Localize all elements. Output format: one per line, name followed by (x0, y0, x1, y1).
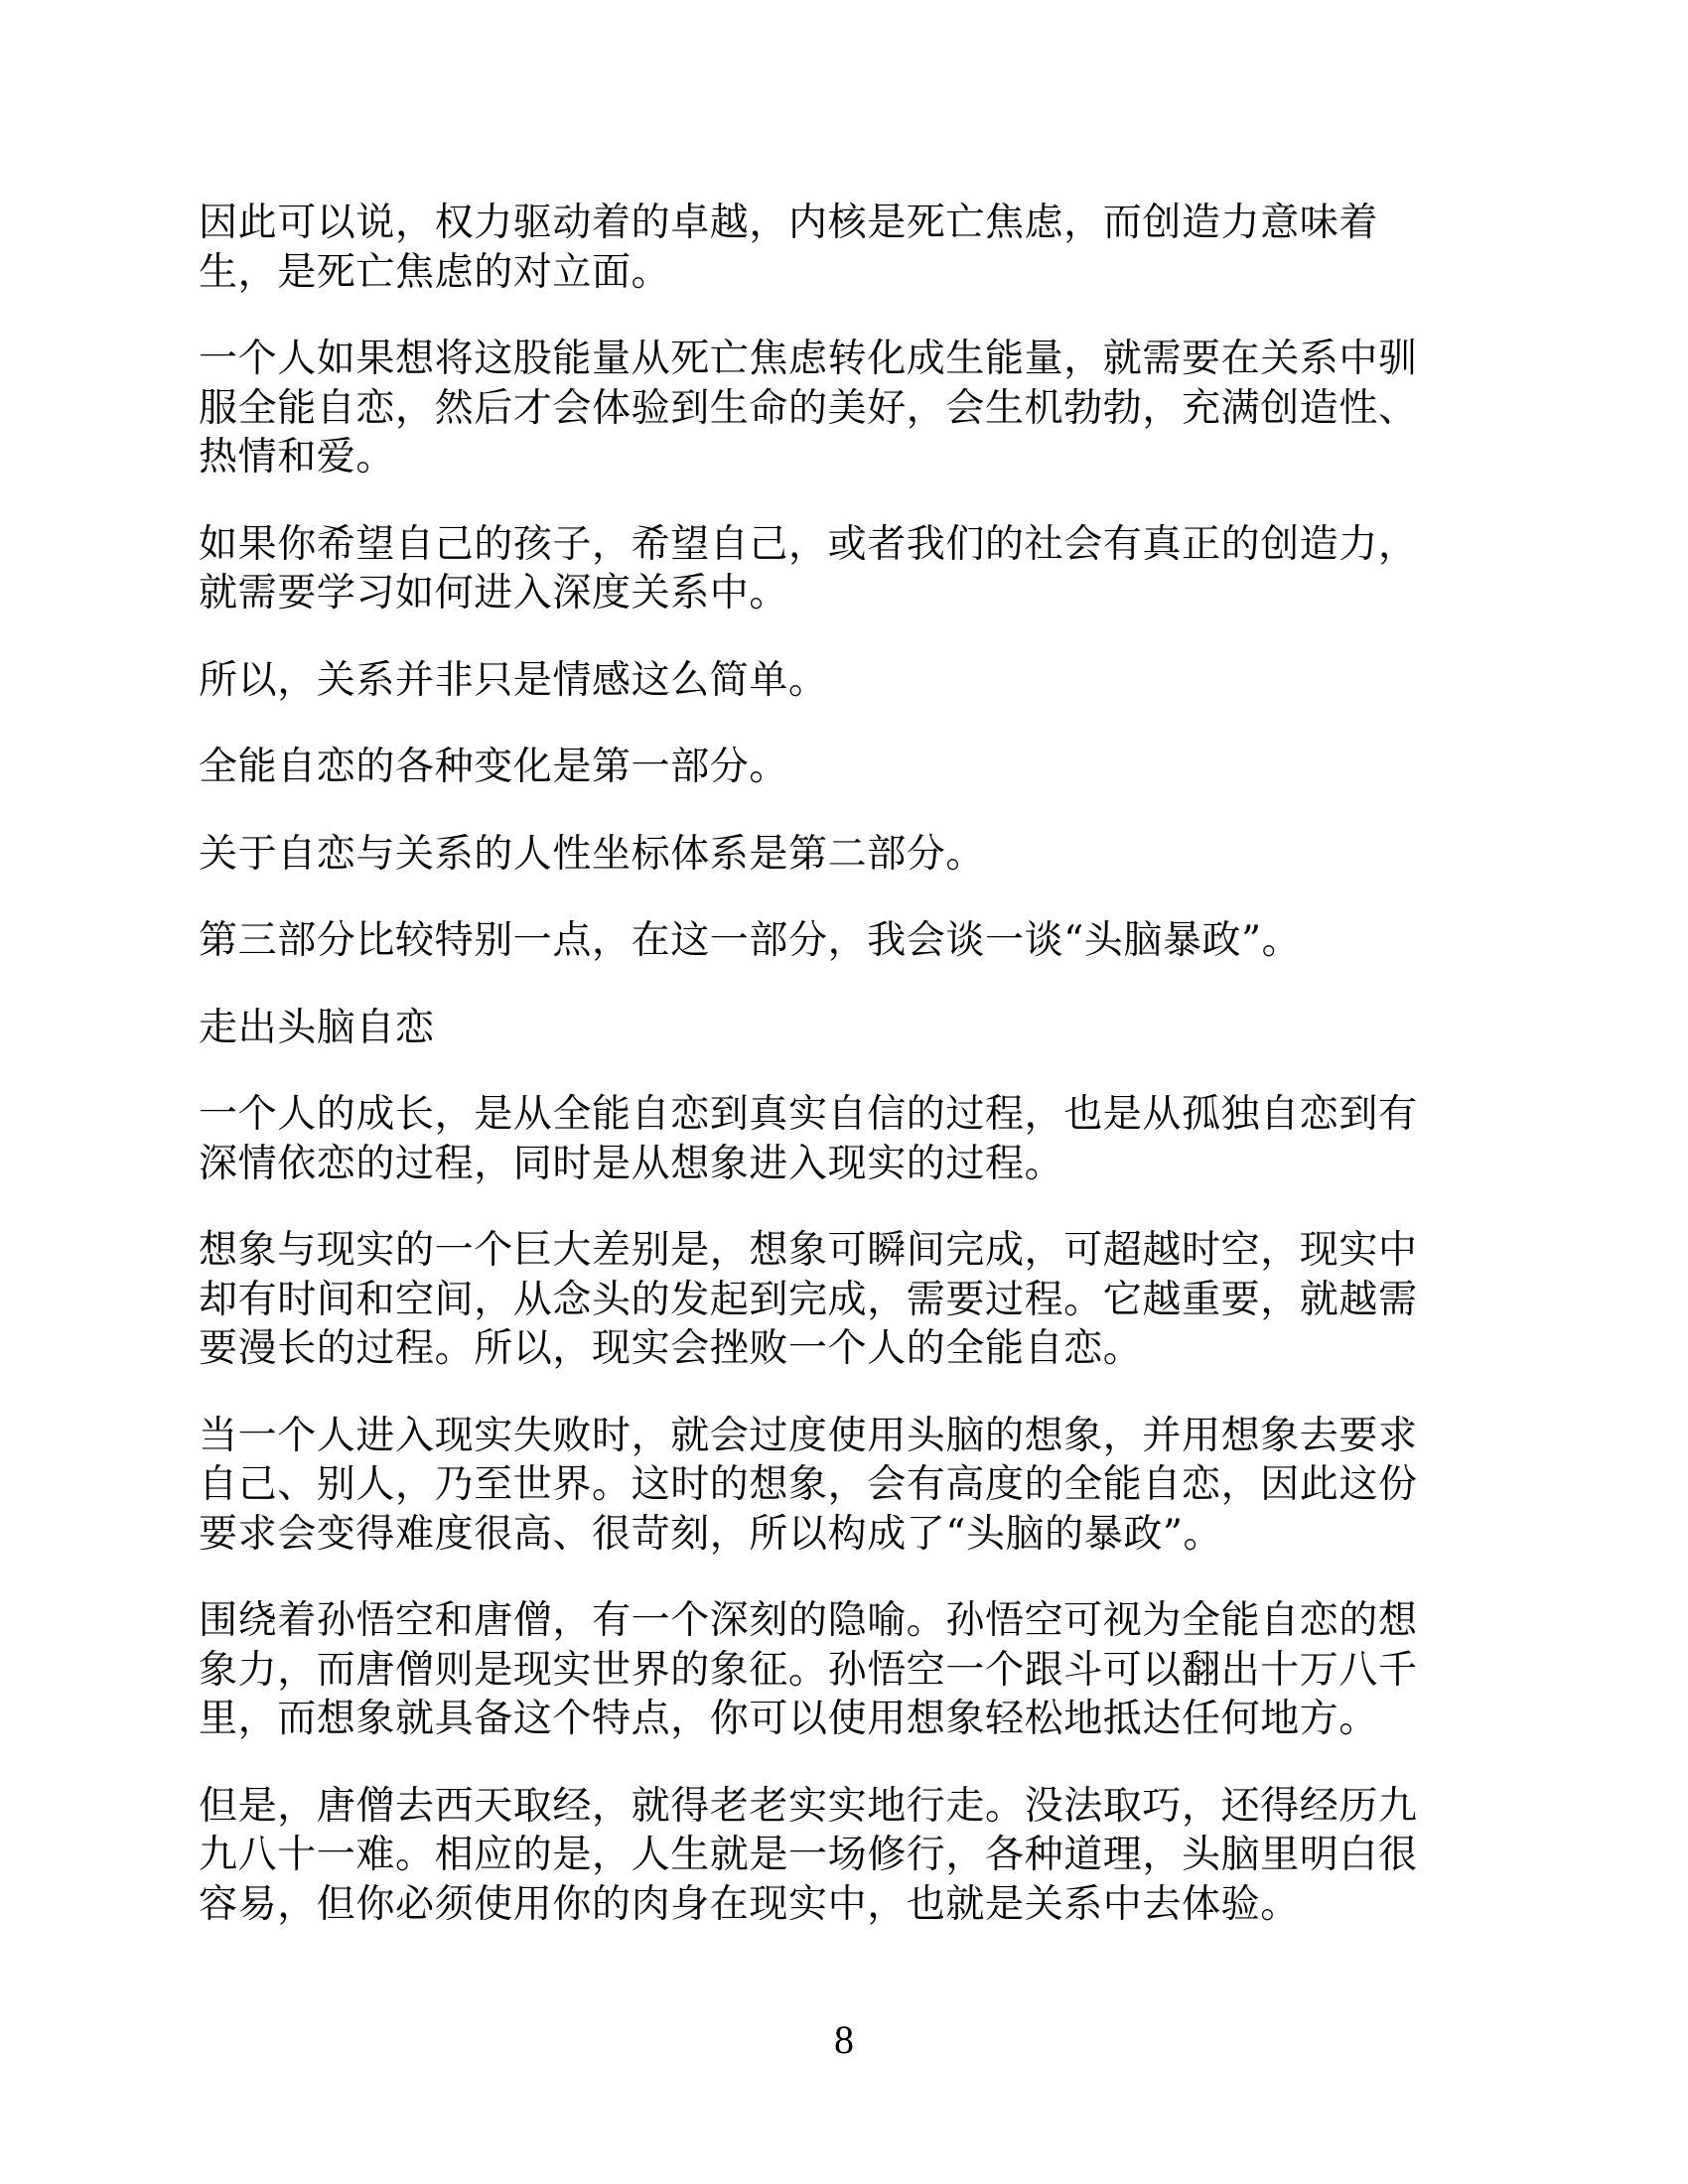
text-line: 生，是死亡焦虑的对立面。 (199, 249, 671, 295)
paragraph-7 (199, 916, 1499, 966)
text-line: 一个人如果想将这股能量从死亡焦虑转化成生能量，就需要在关系中驯 (199, 337, 1418, 381)
text-line: 就需要学习如何进入深度关系中。 (199, 571, 789, 615)
text-line: 但是，唐僧去西天取经，就得老老实实地行走。没法取巧，还得经历九 (199, 1783, 1418, 1829)
page-number: 8 (834, 2017, 854, 2062)
page-body (199, 199, 1499, 1967)
text-line: 因此可以说，权力驱动着的卓越，内核是死亡焦虑，而创造力意味着 (199, 201, 1379, 245)
text-line: 全能自恋的各种变化是第一部分。 (199, 745, 789, 789)
text-line: 里，而想象就具备这个特点，你可以使用想象轻松地抵达任何地方。 (199, 1697, 1379, 1741)
text-line: 一个人的成长，是从全能自恋到真实自信的过程，也是从孤独自恋到有 (199, 1092, 1418, 1137)
paragraph-1 (199, 199, 1499, 297)
text-line: 却有时间和空间，从念头的发起到完成，需要过程。它越重要，就越需 (199, 1277, 1418, 1322)
text-line: 要漫长的过程。所以，现实会挫败一个人的全能自恋。 (199, 1326, 1143, 1371)
paragraph-2 (199, 335, 1499, 482)
text-line: 想象与现实的一个巨大差别是，想象可瞬间完成，可超越时空，现实中 (199, 1228, 1418, 1273)
paragraph-4 (199, 656, 1499, 706)
paragraph-13 (199, 1782, 1499, 1930)
text-line: 深情依恋的过程，同时是从想象进入现实的过程。 (199, 1141, 1064, 1186)
text-line: 九八十一难。相应的是，人生就是一场修行，各种道理，头脑里明白很 (199, 1833, 1418, 1877)
text-line: 如果你希望自己的孩子，希望自己，或者我们的社会有真正的创造力， (199, 521, 1418, 567)
paragraph-9 (199, 1090, 1499, 1188)
text-line: 象力，而唐僧则是现实世界的象征。孙悟空一个跟斗可以翻出十万八千 (199, 1647, 1418, 1693)
text-line: 自己、别人，乃至世界。这时的想象，会有高度的全能自恋，因此这份 (199, 1462, 1418, 1507)
paragraph-3 (199, 520, 1499, 618)
heading-text: 走出头脑自恋 (199, 1005, 435, 1050)
text-line: 当一个人进入现实失败时，就会过度使用头脑的想象，并用想象去要求 (199, 1413, 1418, 1458)
text-line: 所以，关系并非只是情感这么简单。 (199, 657, 828, 703)
paragraph-6 (199, 830, 1499, 880)
text-line: 热情和爱。 (199, 435, 396, 479)
paragraph-5 (199, 743, 1499, 792)
paragraph-12 (199, 1596, 1499, 1744)
paragraph-10 (199, 1226, 1499, 1374)
text-line: 围绕着孙悟空和唐僧，有一个深刻的隐喻。孙悟空可视为全能自恋的想 (199, 1598, 1418, 1643)
paragraph-11 (199, 1412, 1499, 1560)
text-line: 第三部分比较特别一点，在这一部分，我会谈一谈“头脑暴政”。 (199, 918, 1302, 963)
text-line: 容易，但你必须使用你的肉身在现实中，也就是关系中去体验。 (199, 1881, 1300, 1927)
text-line: 关于自恋与关系的人性坐标体系是第二部分。 (199, 831, 986, 877)
text-line: 要求会变得难度很高、很苛刻，所以构成了“头脑的暴政”。 (199, 1511, 1223, 1557)
text-line: 服全能自恋，然后才会体验到生命的美好，会生机勃勃，充满创造性、 (199, 385, 1418, 431)
section-heading (199, 1004, 1499, 1053)
